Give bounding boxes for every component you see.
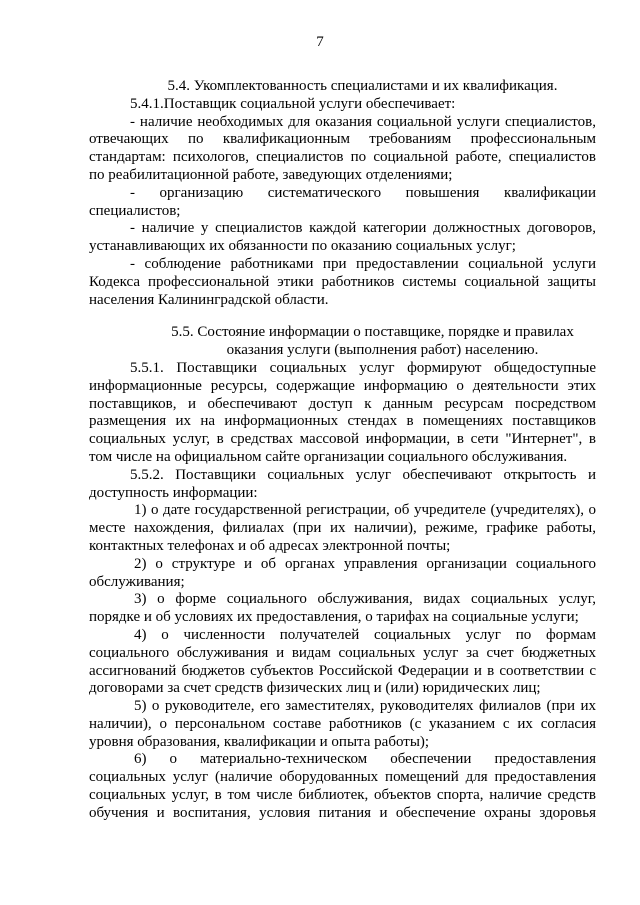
- page-number: 7: [316, 34, 324, 50]
- paragraph-line: отвечающих по квалификационным требованиям профессиональным: [89, 131, 596, 148]
- list-item-line: 5) о руководителе, его заместителях, руководителях филиалов (при их: [134, 698, 596, 715]
- list-item-line: ассигнований бюджетов субъектов Российской Федерации и в соответствии с: [89, 662, 596, 679]
- list-item-line: уровня образования, квалификации и опыта работы);: [89, 733, 430, 750]
- paragraph-line: социальных услуг, в средствах массовой информации, в сети "Интернет", в: [89, 431, 596, 448]
- paragraph-line: - наличие необходимых для оказания социальной услуги специалистов,: [130, 113, 596, 130]
- paragraph-line: Кодекса профессиональной этики работников системы социальной защиты: [89, 273, 596, 290]
- list-item-line: месте нахождения, филиалах (при их наличии), режиме, графике работы,: [89, 520, 596, 537]
- list-item-line: 4) о численности получателей социальных услуг по формам: [134, 626, 596, 643]
- list-item-line: порядке и об условиях их предоставления, о тарифах на социальные услуги;: [89, 609, 579, 626]
- paragraph-line: по реабилитационной работе, заведующих отделениями;: [89, 166, 453, 183]
- list-item-line: контактных телефонах и об адресах электронной почты;: [89, 537, 451, 554]
- paragraph-line: - организацию систематического повышения квалификации: [130, 184, 596, 201]
- document-body: [89, 78, 596, 823]
- list-item-line: обучения и воспитания, условия питания и обеспечение охраны здоровья: [89, 804, 596, 821]
- paragraph-line: специалистов;: [89, 202, 181, 219]
- paragraph-line: информационные ресурсы, содержащие информацию о деятельности этих: [89, 377, 596, 394]
- paragraph-line: доступность информации:: [89, 484, 258, 501]
- section-gap: [89, 309, 596, 324]
- list-item-line: 6) о материально-техническом обеспечении предоставления: [134, 751, 596, 768]
- list-item-line: социальных услуг, в том числе библиотек, объектов спорта, наличие средств: [89, 787, 596, 804]
- list-item-line: 1) о дате государственной регистрации, об учредителе (учредителях), о: [134, 502, 596, 519]
- paragraph-line: 5.5.2. Поставщики социальных услуг обеспечивают открытость и: [130, 466, 596, 483]
- list-item-line: социального обслуживания и видам социальных услуг за счет бюджетных: [89, 644, 596, 661]
- list-item-line: обслуживания;: [89, 573, 185, 590]
- paragraph-line: населения Калининградской области.: [89, 291, 329, 308]
- paragraph-line: размещения их на информационных стендах в помещениях поставщиков: [89, 413, 596, 430]
- paragraph-line: - наличие у специалистов каждой категории должностных договоров,: [130, 220, 596, 237]
- paragraph-line: стандартам: психологов, специалистов по социальной работе, специалистов: [89, 149, 596, 166]
- list-item-line: 3) о форме социального обслуживания, видах социальных услуг,: [134, 591, 596, 608]
- list-item-line: договорами за счет средств физических лиц и (или) юридических лиц;: [89, 680, 541, 697]
- list-item-line: 2) о структуре и об органах управления организации социального: [134, 555, 596, 572]
- paragraph-line: том числе на официальном сайте организации социального обслуживания.: [89, 448, 568, 465]
- section-5-5-title: оказания услуги (выполнения работ) населению.: [226, 342, 539, 359]
- paragraph-line: 5.4.1.Поставщик социальной услуги обеспечивает:: [130, 95, 456, 112]
- paragraph-line: поставщиков, и обеспечивают доступ к данным ресурсам посредством: [89, 395, 596, 412]
- section-5-5-title: 5.5. Состояние информации о поставщике, порядке и правилах: [171, 324, 574, 341]
- paragraph-line: устанавливающих их обязанности по оказанию социальных услуг;: [89, 238, 516, 255]
- list-item-line: социальных услуг (наличие оборудованных помещений для предоставления: [89, 769, 596, 786]
- list-item-line: наличии), о персональном составе работников (с указанием с их согласия: [89, 715, 596, 732]
- section-5-4-title: 5.4. Укомплектованность специалистами и их квалификация.: [167, 78, 558, 94]
- paragraph-line: 5.5.1. Поставщики социальных услуг формируют общедоступные: [130, 359, 596, 376]
- paragraph-line: - соблюдение работниками при предоставлении социальной услуги: [130, 255, 596, 272]
